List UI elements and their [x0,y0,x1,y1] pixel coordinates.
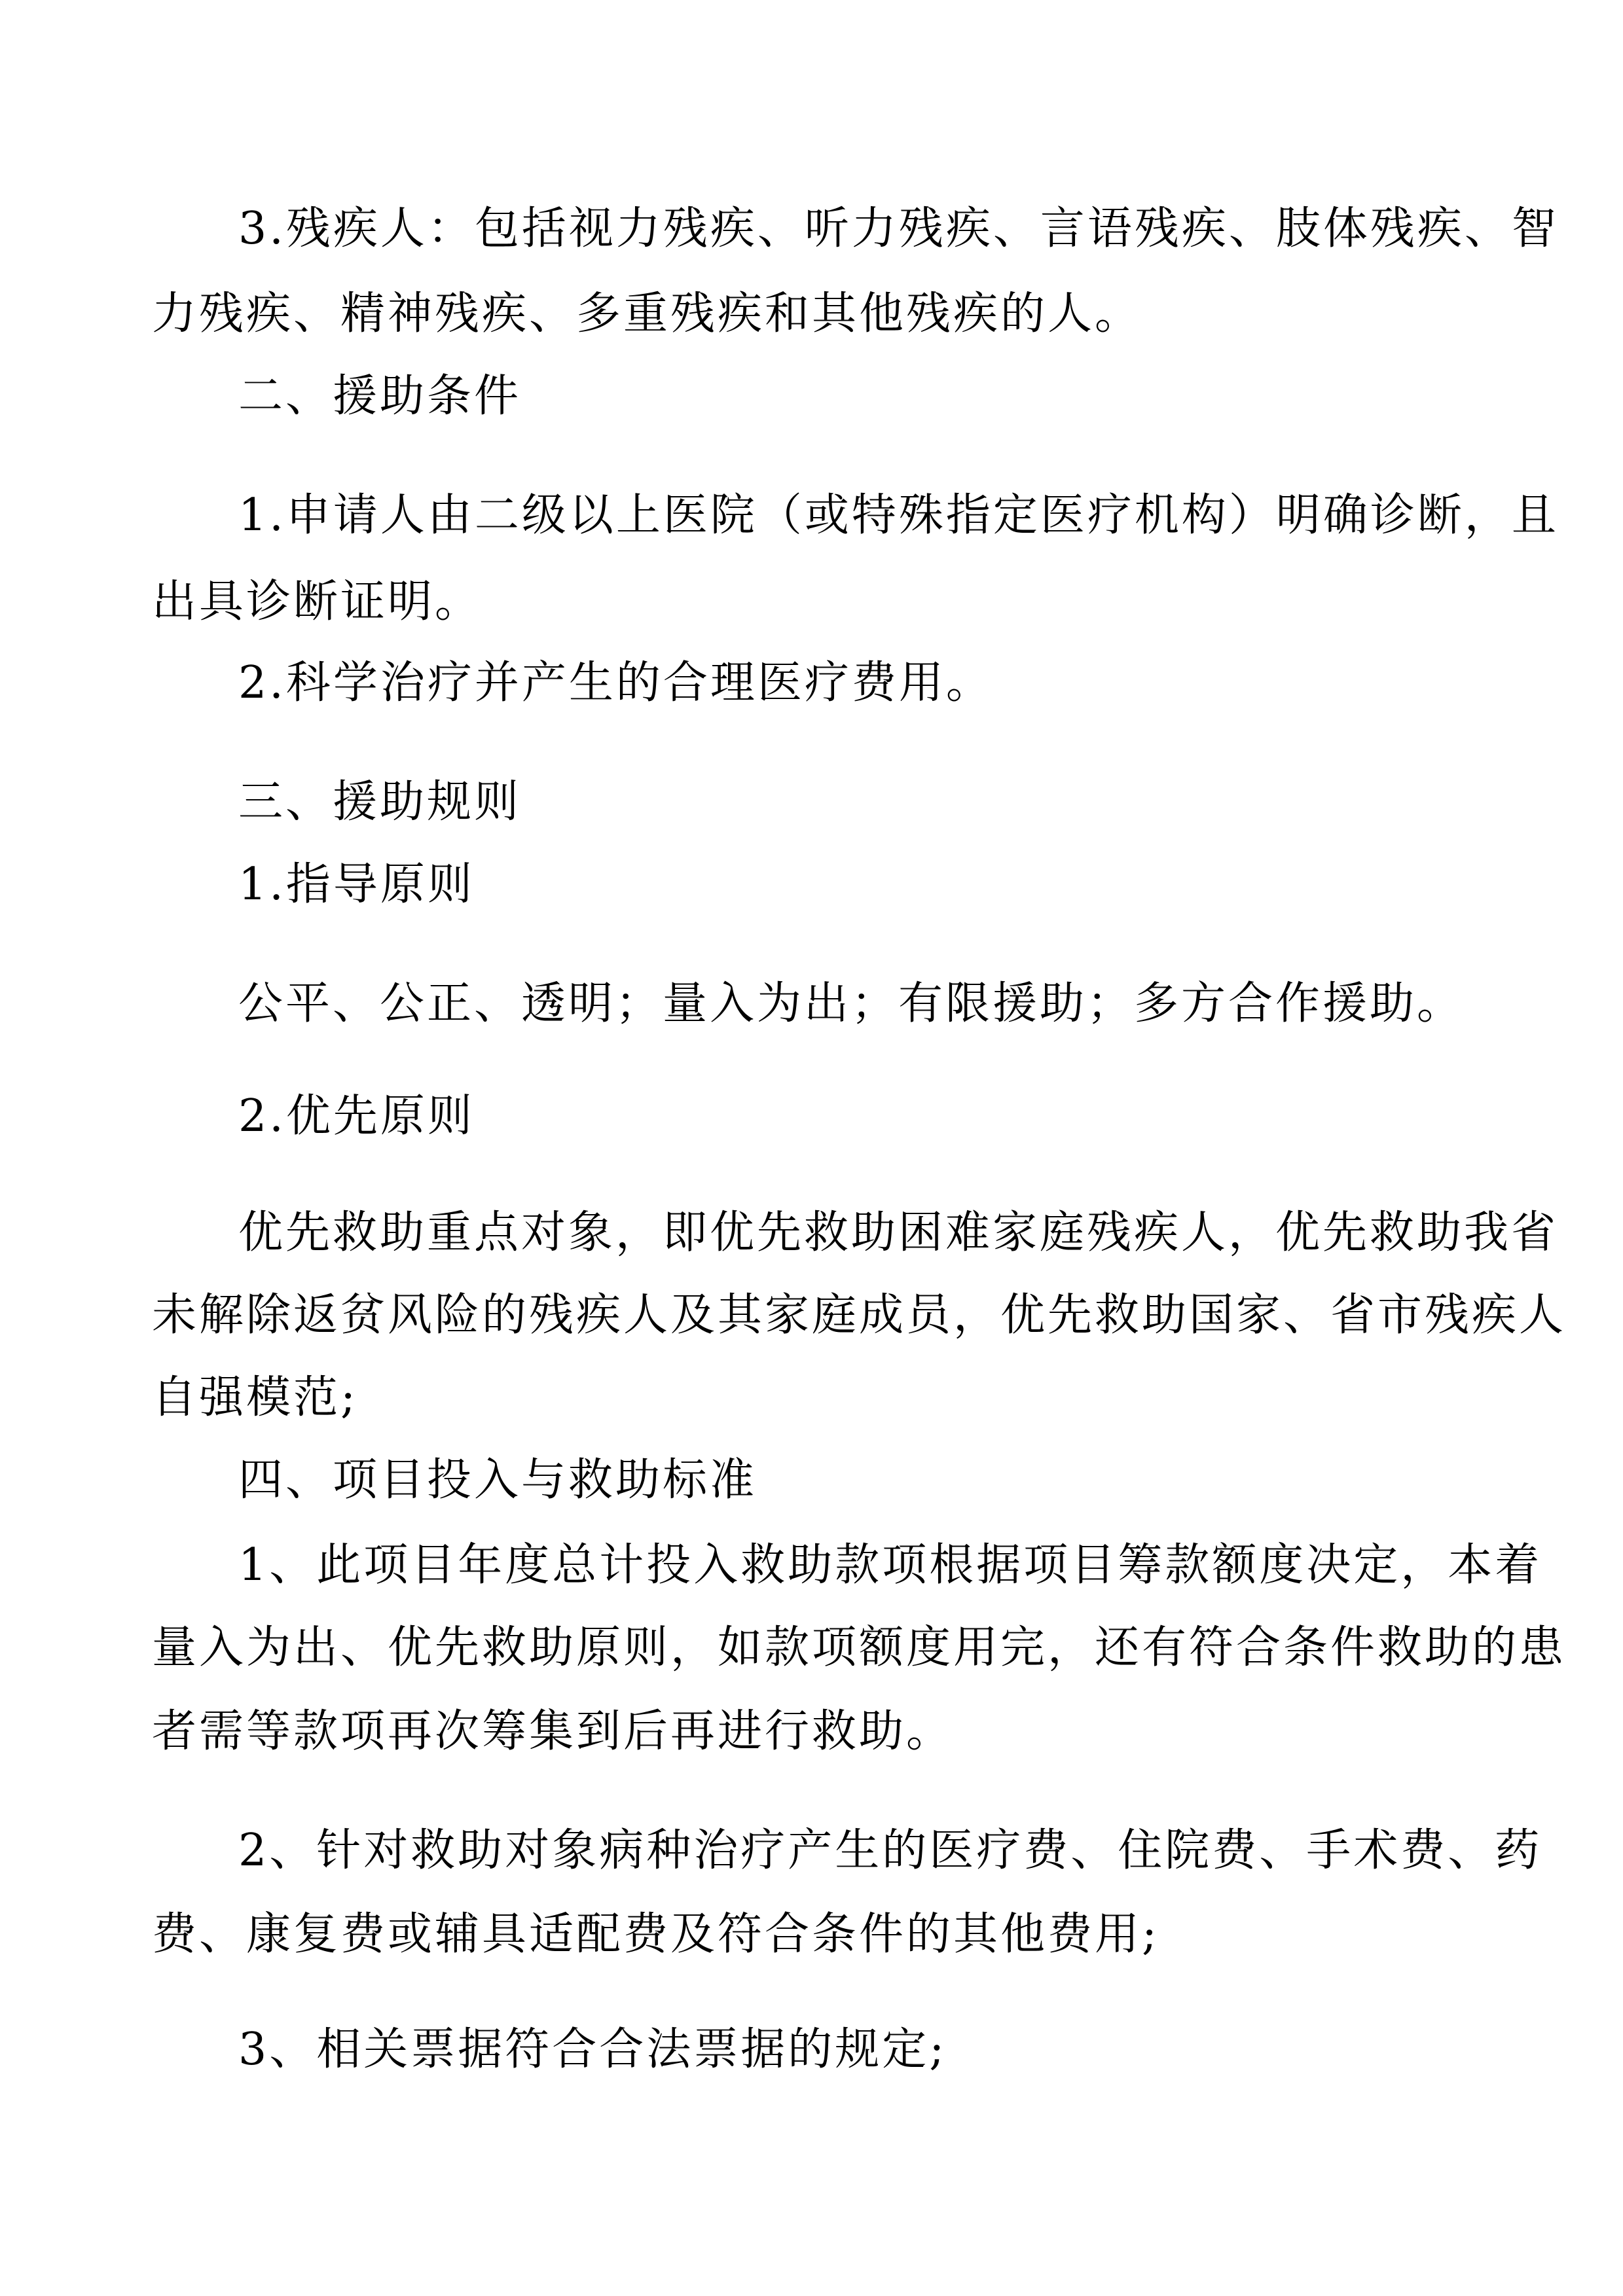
paragraph-line: 2.科学治疗并产生的合理医疗费用。 [238,657,993,709]
paragraph-line: 2、针对救助对象病种治疗产生的医疗费、住院费、手术费、药 [238,1825,1542,1876]
section-heading: 四、项目投入与救助标准 [238,1454,757,1506]
paragraph-line: 优先救助重点对象，即优先救助困难家庭残疾人，优先救助我省 [238,1207,1559,1259]
paragraph-line: 公平、公正、透明；量入为出；有限援助；多方合作援助。 [238,978,1465,1030]
paragraph-line: 者需等款项再次筹集到后再进行救助。 [152,1706,954,1757]
paragraph-line: 未解除返贫风险的残疾人及其家庭成员，优先救助国家、省市残疾人 [152,1289,1567,1341]
paragraph-line: 费、康复费或辅具适配费及符合条件的其他费用; [152,1909,1159,1960]
paragraph-line: 1、此项目年度总计投入救助款项根据项目筹款额度决定，本着 [238,1539,1542,1591]
paragraph-line: 1.申请人由二级以上医院（或特殊指定医疗机构）明确诊断，且 [238,490,1559,541]
paragraph-line: 力残疾、精神残疾、多重残疾和其他残疾的人。 [152,288,1142,340]
paragraph-line: 3.残疾人：包括视力残疾、听力残疾、言语残疾、肢体残疾、智 [238,203,1559,255]
section-heading: 三、援助规则 [238,776,522,828]
paragraph-line: 3、相关票据符合合法票据的规定; [238,2024,947,2075]
paragraph-line: 量入为出、优先救助原则，如款项额度用完，还有符合条件救助的患 [152,1622,1567,1674]
subsection-heading: 1.指导原则 [238,859,475,910]
section-heading: 二、援助条件 [238,370,522,422]
subsection-heading: 2.优先原则 [238,1090,475,1142]
paragraph-line: 自强模范; [152,1372,358,1424]
paragraph-line: 出具诊断证明。 [152,576,483,628]
